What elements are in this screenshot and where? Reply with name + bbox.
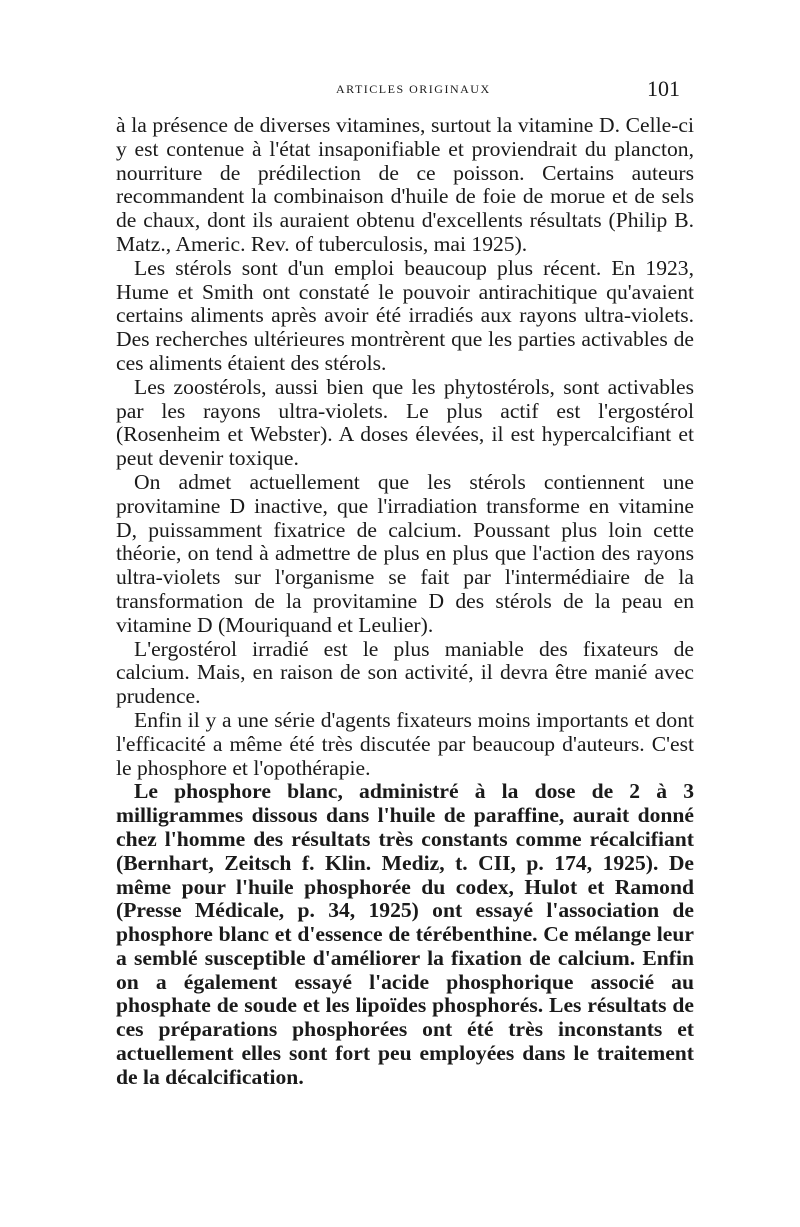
paragraph-sterols: Les stérols sont d'un emploi beaucoup plus récent. En 1923, Hume et Smith ont constaté le pouvoir antirachitique qu'avaient certains aliments après avoir été irradiés aux rayons ultra-violets. Des recherches ultérieures montrèrent que les parties activables de ces aliments étaient des stérols.: [116, 255, 694, 375]
paragraph-ergosterol: L'ergostérol irradié est le plus maniable des fixateurs de calcium. Mais, en raison de son activité, il devra être manié avec prudence.: [116, 636, 694, 709]
paragraph-vitamins: à la présence de diverses vitamines, surtout la vitamine D. Celle-ci y est contenue à l'état insaponifiable et proviendrait du plancton, nourriture de prédilection de ce poisson. Certains auteurs recommandent la combinaison d'huile de foie de morue et de sels de chaux, dont ils auraient obtenu d'excellents résultats (Philip B. Matz., Americ. Rev. of tuberculosis, mai 1925).: [116, 113, 694, 256]
paragraph-other-agents: Enfin il y a une série d'agents fixateurs moins importants et dont l'efficacité a même été très discutée par beaucoup d'auteurs. C'est le phosphore et l'opothérapie.: [116, 707, 694, 780]
paragraph-phosphorus: Le phosphore blanc, administré à la dose de 2 à 3 milligrammes dissous dans l'huile de paraffine, aurait donné chez l'homme des résultats très constants comme récalcifiant (Bernhart, Zeitsch f. Klin. Mediz, t. CII, p. 174, 1925). De même pour l'huile phosphorée du codex, Hulot et Ramond (Presse Médicale, p. 34, 1925) ont essayé l'association de phosphore blanc et d'essence de térébenthine. Ce mélange leur a semblé susceptible d'améliorer la fixation de calcium. Enfin on a également essayé l'acide phosphorique associé au phosphate de soude et les lipoïdes phosphorés. Les résultats de ces préparations phosphorées ont été très inconstants et actuellement elles sont fort peu employées dans le traitement de la décalcification.: [116, 779, 694, 1089]
page-number: 101: [647, 76, 680, 101]
running-head: ARTICLES ORIGINAUX: [336, 82, 491, 96]
paragraph-zoosterols: Les zoostérols, aussi bien que les phytostérols, sont activables par les rayons ultra-violets. Le plus actif est l'ergostérol (Rosenheim et Webster). A doses élevées, il est hypercalcifiant et peut devenir toxique.: [116, 374, 694, 471]
page-header: [110, 78, 690, 104]
paragraph-provitamin: On admet actuellement que les stérols contiennent une provitamine D inactive, que l'irradiation transforme en vitamine D, puissamment fixatrice de calcium. Poussant plus loin cette théorie, on tend à admettre de plus en plus que l'action des rayons ultra-violets sur l'organisme se fait par l'intermédiaire de la transformation de la provitamine D des stérols de la peau en vitamine D (Mouriquand et Leulier).: [116, 469, 694, 637]
body-text: [116, 114, 694, 1090]
